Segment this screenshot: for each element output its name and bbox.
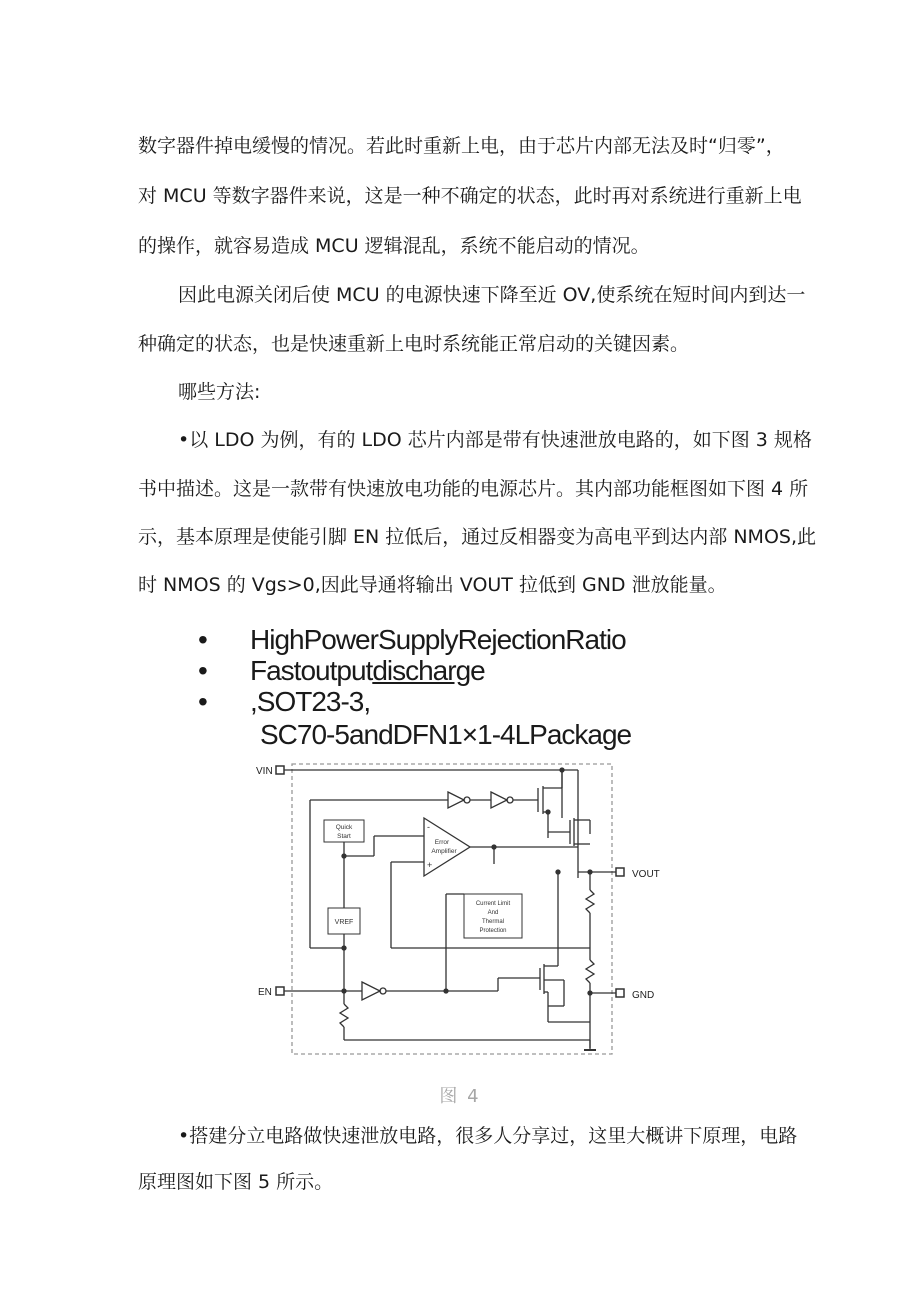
vout-label: VOUT bbox=[632, 869, 660, 880]
vin-label: VIN bbox=[256, 766, 273, 777]
resistor-icon bbox=[340, 1004, 348, 1027]
feature-text: HighPowerSupplyRejectionRatio bbox=[250, 624, 626, 655]
paragraph-line: 的操作，就容易造成 MCU 逻辑混乱，系统不能启动的情况。 bbox=[138, 235, 650, 257]
resistor-icon bbox=[586, 960, 594, 983]
ldo-block-diagram bbox=[248, 758, 668, 1058]
gnd-label: GND bbox=[632, 990, 655, 1001]
feature-text: ,SOT23-3, bbox=[250, 686, 371, 717]
current-limit-label: Thermal bbox=[481, 919, 505, 925]
vin-pin bbox=[276, 766, 284, 774]
paragraph-line: •以 LDO 为例，有的 LDO 芯片内部是带有快速泄放电路的，如下图 3 规格 bbox=[178, 429, 812, 451]
paragraph-line: 书中描述。这是一款带有快速放电功能的电源芯片。其内部功能框图如下图 4 所 bbox=[138, 478, 809, 500]
bullet-dot: • bbox=[198, 624, 208, 655]
junction-dot bbox=[556, 870, 560, 874]
paragraph-line: 原理图如下图 5 所示。 bbox=[138, 1171, 334, 1193]
chip-boundary bbox=[292, 764, 612, 1054]
junction-dot bbox=[342, 946, 346, 950]
feature-text-part: e bbox=[470, 655, 485, 686]
bullet-dot: • bbox=[198, 686, 208, 717]
inverter-icon bbox=[491, 792, 507, 808]
feature-text: SC70-5andDFN1×1-4LPackage bbox=[260, 719, 632, 750]
junction-dot bbox=[546, 810, 550, 814]
paragraph-line: 种确定的状态，也是快速重新上电时系统能正常启动的关键因素。 bbox=[138, 333, 690, 355]
current-limit-label: Protection bbox=[479, 928, 507, 934]
paragraph-line: 对 MCU 等数字器件来说，这是一种不确定的状态，此时再对系统进行重新上电 bbox=[138, 185, 802, 207]
quick-start-label: Start bbox=[337, 833, 351, 840]
paragraph-line: •搭建分立电路做快速泄放电路，很多人分享过，这里大概讲下原理，电路 bbox=[178, 1125, 798, 1147]
feature-text bbox=[250, 655, 485, 686]
en-pin bbox=[276, 987, 284, 995]
inverter-icon bbox=[362, 982, 380, 1000]
amp-plus-label: + bbox=[427, 860, 433, 870]
paragraph-line: 示，基本原理是使能引脚 EN 拉低后，通过反相器变为高电平到达内部 NMOS,此 bbox=[138, 526, 816, 548]
vout-pin bbox=[616, 868, 624, 876]
amp-minus-label: - bbox=[427, 822, 430, 832]
paragraph-line: 时 NMOS 的 Vgs>0,因此导通将输出 VOUT 拉低到 GND 泄放能量。 bbox=[138, 574, 727, 596]
gnd-pin bbox=[616, 989, 624, 997]
current-limit-label: And bbox=[487, 910, 499, 916]
quick-start-label: Quick bbox=[335, 824, 353, 831]
vref-label: VREF bbox=[334, 919, 354, 926]
feature-text-underlined: discharg bbox=[372, 655, 471, 686]
feature-item-continuation bbox=[260, 719, 631, 750]
paragraph-line: 因此电源关闭后使 MCU 的电源快速下降至近 OV,使系统在短时间内到达一 bbox=[178, 284, 806, 306]
paragraph-line: 数字器件掉电缓慢的情况。若此时重新上电，由于芯片内部无法及时“归零”， bbox=[138, 135, 785, 157]
error-amp-label: Amplifier bbox=[431, 848, 457, 855]
error-amp-label: Error bbox=[434, 839, 450, 846]
methods-heading: 哪些方法: bbox=[178, 381, 261, 403]
resistor-icon bbox=[586, 890, 594, 913]
bullet-dot: • bbox=[198, 655, 208, 686]
buffer-icon bbox=[448, 792, 464, 808]
figure-caption: 图 4 bbox=[439, 1086, 481, 1107]
current-limit-label: Current Limit bbox=[475, 901, 511, 907]
feature-text-part: Fastoutput bbox=[250, 655, 373, 686]
en-label: EN bbox=[258, 987, 272, 998]
